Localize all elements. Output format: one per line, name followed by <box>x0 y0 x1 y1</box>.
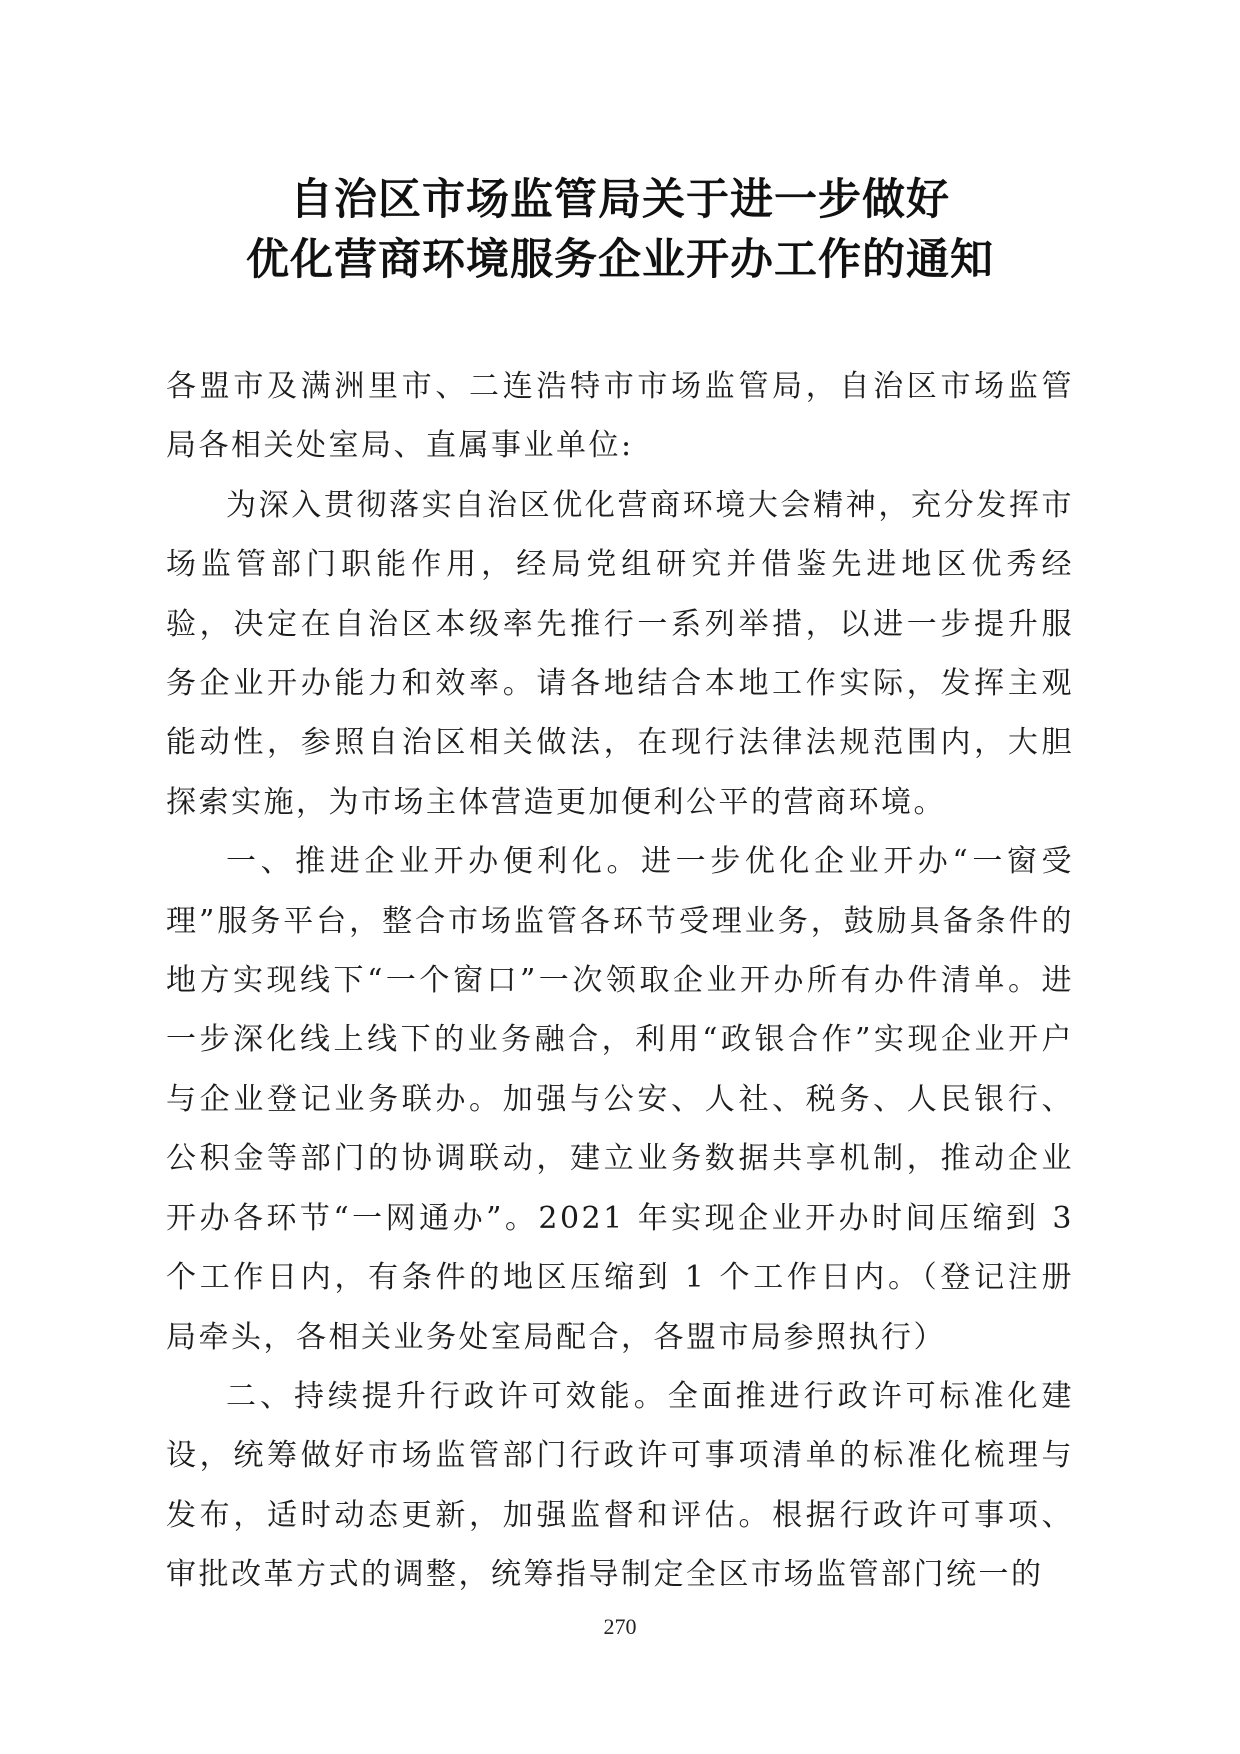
document-body <box>166 357 1074 1605</box>
page-number: 270 <box>603 1614 637 1639</box>
paragraph-section-2: 二、持续提升行政许可效能。全面推进行政许可标准化建设，统筹做好市场监管部门行政许可事项清单的标准化梳理与发布，适时动态更新，加强监督和评估。根据行政许可事项、审批改革方式的调整，统筹指导制定全区市场监管部门统一的 <box>166 1378 1074 1593</box>
salutation: 各盟市及满洲里市、二连浩特市市场监管局，自治区市场监管局各相关处室局、直属事业单位: <box>166 369 1074 464</box>
paragraph-section-1: 一、推进企业开办便利化。进一步优化企业开办“一窗受理”服务平台，整合市场监管各环节受理业务，鼓励具备条件的地方实现线下“一个窗口”一次领取企业开办所有办件清单。进一步深化线上线下的业务融合，利用“政银合作”实现企业开户与企业登记业务联办。加强与公安、人社、税务、人民银行、公积金等部门的协调联动，建立业务数据共享机制，推动企业开办各环节“一网通办”。2021 年实现企业开办时间压缩到 3 个工作日内，有条件的地区压缩到 1 个工作日内。（登记注册局牵头，各相关业务处室局配合，各盟市局参照执行） <box>166 844 1074 1355</box>
document-title-line-1: 自治区市场监管局关于进一步做好 <box>290 175 950 225</box>
document-title-line-2: 优化营商环境服务企业开办工作的通知 <box>246 235 994 285</box>
paragraph-intro: 为深入贯彻落实自治区优化营商环境大会精神，充分发挥市场监管部门职能作用，经局党组研究并借鉴先进地区优秀经验，决定在自治区本级率先推行一系列举措，以进一步提升服务企业开办能力和效率。请各地结合本地工作实际，发挥主观能动性，参照自治区相关做法，在现行法律法规范围内，大胆探索实施，为市场主体营造更加便利公平的营商环境。 <box>166 487 1074 820</box>
